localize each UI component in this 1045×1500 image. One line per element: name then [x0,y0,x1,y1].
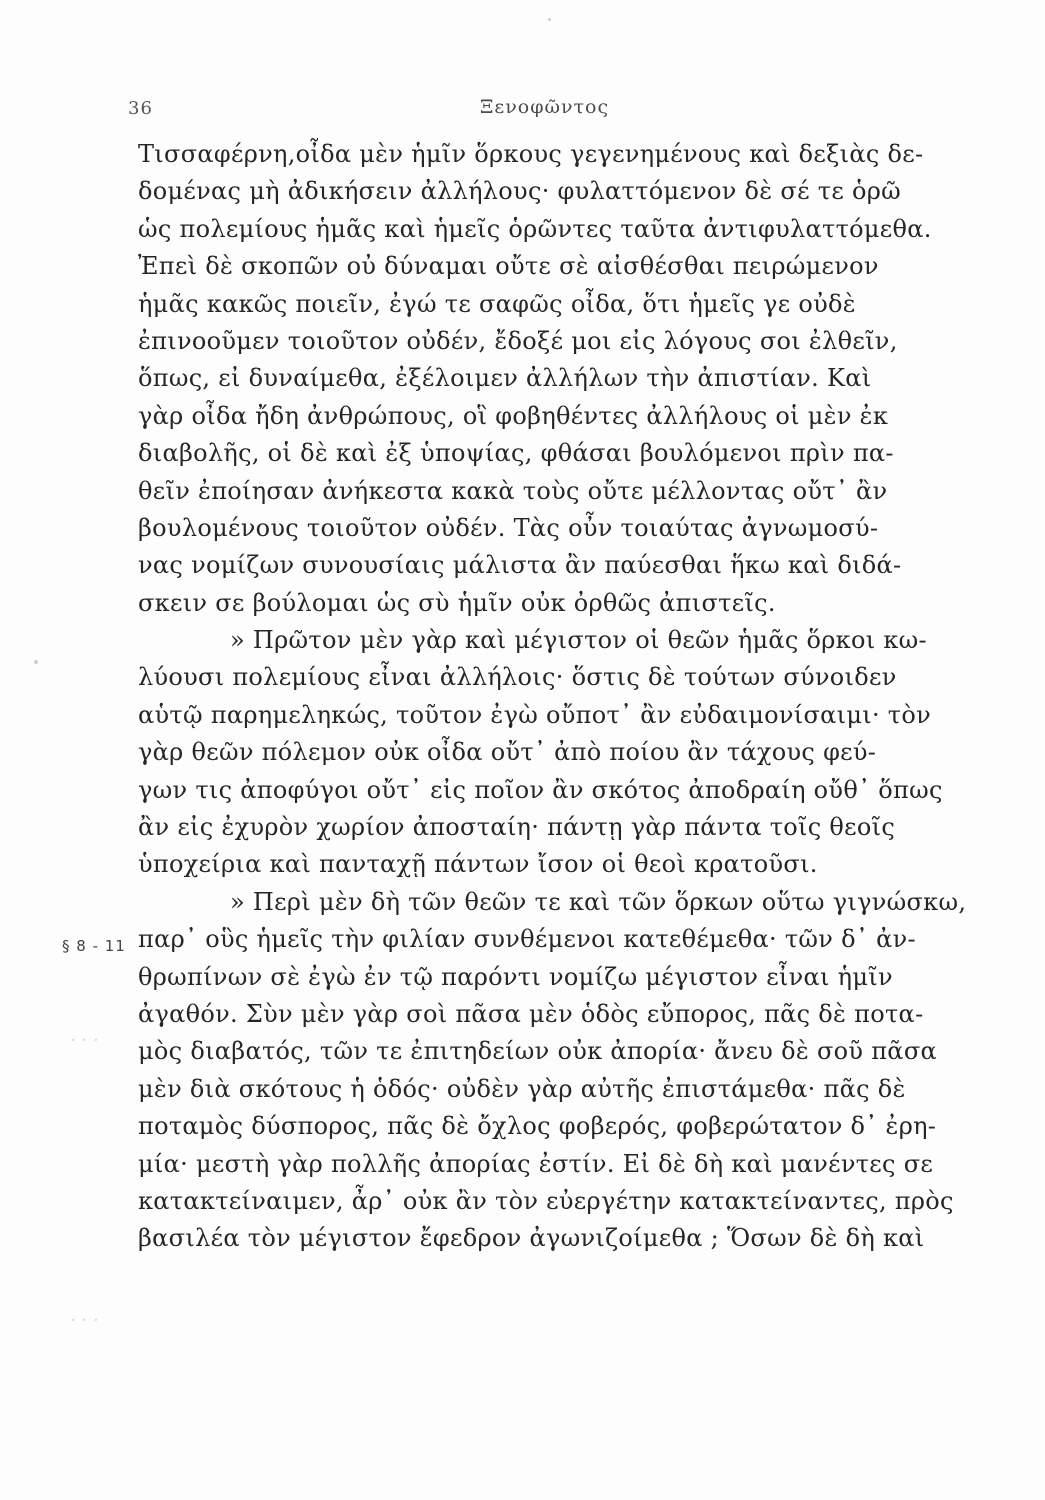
text-line: Τισσαφέρνη,οἶδα μὲν ἡμῖν ὅρκους γεγενημένους καὶ δεξιὰς δε- [138,140,924,168]
page-number: 36 [128,98,153,119]
text-line: ἡμᾶς κακῶς ποιεῖν, ἐγώ τε σαφῶς οἶδα, ὅτι ἡμεῖς γε οὐδὲ [138,289,856,318]
text-line: γὰρ οἶδα ἤδη ἀνθρώπους, οἳ φοβηθέντες ἀλλήλους οἱ μὲν ἐκ [138,401,889,430]
text-line: βουλομένους τοιοῦτον οὐδέν. Τὰς οὖν τοιαύτας ἀγνωμοσύ- [138,513,879,542]
text-line: θεῖν ἐποίησαν ἀνήκεστα κακὰ τοὺς οὔτε μέλλοντας οὔτ᾽ ἂν [138,476,888,505]
paper-speck [34,660,38,664]
text-line: γων τις ἀποφύγοι οὔτ᾽ εἰς ποῖον ἂν σκότος ἀποδραίη οὔθ᾽ ὅπως [138,775,943,804]
paragraph-start-line: » Πρῶτον μὲν γὰρ καὶ μέγιστον οἱ θεῶν ἡμᾶς ὅρκοι κω- [230,626,927,655]
paragraph-start-line: » Περὶ μὲν δὴ τῶν θεῶν τε καὶ τῶν ὅρκων οὕτω γιγνώσκω, [230,887,967,916]
text-line: ὅπως, εἰ δυναίμεθα, ἐξέλοιμεν ἀλλήλων τὴν ἀπιστίαν. Καὶ [138,364,872,393]
text-line: νας νομίζων συνουσίαις μάλιστα ἂν παύεσθαι ἥκω καὶ διδά- [138,551,902,580]
text-line: διαβολῆς, οἱ δὲ καὶ ἐξ ὑποψίας, φθάσαι βουλόμενοι πρὶν πα- [138,439,894,468]
text-line: θρωπίνων σὲ ἐγὼ ἐν τῷ παρόντι νομίζω μέγιστον εἶναι ἡμῖν [138,962,893,991]
text-line: ἂν εἰς ἐχυρὸν χωρίον ἀποσταίη· πάντῃ γὰρ πάντα τοῖς θεοῖς [138,813,896,842]
text-line: μὲν διὰ σκότους ἡ ὁδός· οὐδὲν γὰρ αὐτῆς ἐπιστάμεθα· πᾶς δὲ [138,1074,906,1103]
text-line: ἐπινοοῦμεν τοιοῦτον οὐδέν, ἔδοξέ μοι εἰς λόγους σοι ἐλθεῖν, [138,326,898,355]
text-line: Ἐπεὶ δὲ σκοπῶν οὐ δύναμαι οὔτε σὲ αἰσθέσθαι πειρώμενον [138,252,879,281]
text-line: ποταμὸς δύσπορος, πᾶς δὲ ὄχλος φοβερός, φοβερώτατον δ᾽ ἐρη- [138,1112,937,1141]
text-line: μία· μεστὴ γὰρ πολλῆς ἀπορίας ἐστίν. Εἰ δὲ δὴ καὶ μανέντες σε [138,1149,934,1178]
show-through-mark: · · · [70,1310,99,1331]
text-line: κατακτείναιμεν, ἆρ᾽ οὐκ ἂν τὸν εὐεργέτην κατακτείναντες, πρὸς [138,1186,954,1215]
text-line: παρ᾽ οὓς ἡμεῖς τὴν φιλίαν συνθέμενοι κατεθέμεθα· τῶν δ᾽ ἀν- [138,925,916,954]
section-margin-note: § 8 - 11 [62,937,126,955]
paper-speck [548,18,551,21]
text-line: μὸς διαβατός, τῶν τε ἐπιτηδείων οὐκ ἀπορία· ἄνευ δὲ σοῦ πᾶσα [138,1037,938,1066]
text-line: ὑποχείρια καὶ πανταχῇ πάντων ἴσον οἱ θεοὶ κρατοῦσι. [138,850,818,879]
text-line: σκειν σε βούλομαι ὡς σὺ ἡμῖν οὐκ ὀρθῶς ἀπιστεῖς. [138,588,776,617]
running-title: Ξενοφῶντος [480,96,610,118]
text-line: ὡς πολεμίους ἡμᾶς καὶ ἡμεῖς ὁρῶντες ταῦτα ἀντιφυλαττόμεθα. [138,214,932,243]
text-line: βασιλέα τὸν μέγιστον ἔφεδρον ἀγωνιζοίμεθα ; Ὅσων δὲ δὴ καὶ [138,1224,925,1253]
show-through-mark: · · · [70,1030,99,1051]
text-line: γὰρ θεῶν πόλεμον οὐκ οἶδα οὔτ᾽ ἀπὸ ποίου ἂν τάχους φεύ- [138,738,877,767]
text-line: δομένας μὴ ἀδικήσειν ἀλλήλους· φυλαττόμενον δὲ σέ τε ὁρῶ [138,177,902,206]
main-text [138,136,968,1258]
text-line: ἀγαθόν. Σὺν μὲν γὰρ σοὶ πᾶσα μὲν ὁδὸς εὔπορος, πᾶς δὲ ποτα- [138,999,924,1028]
text-line: λύουσι πολεμίους εἶναι ἀλλήλοις· ὅστις δὲ τούτων σύνοιδεν [138,663,897,692]
text-line: αὑτῷ παρημεληκώς, τοῦτον ἐγὼ οὔποτ᾽ ἂν εὐδαιμονίσαιμι· τὸν [138,700,932,729]
